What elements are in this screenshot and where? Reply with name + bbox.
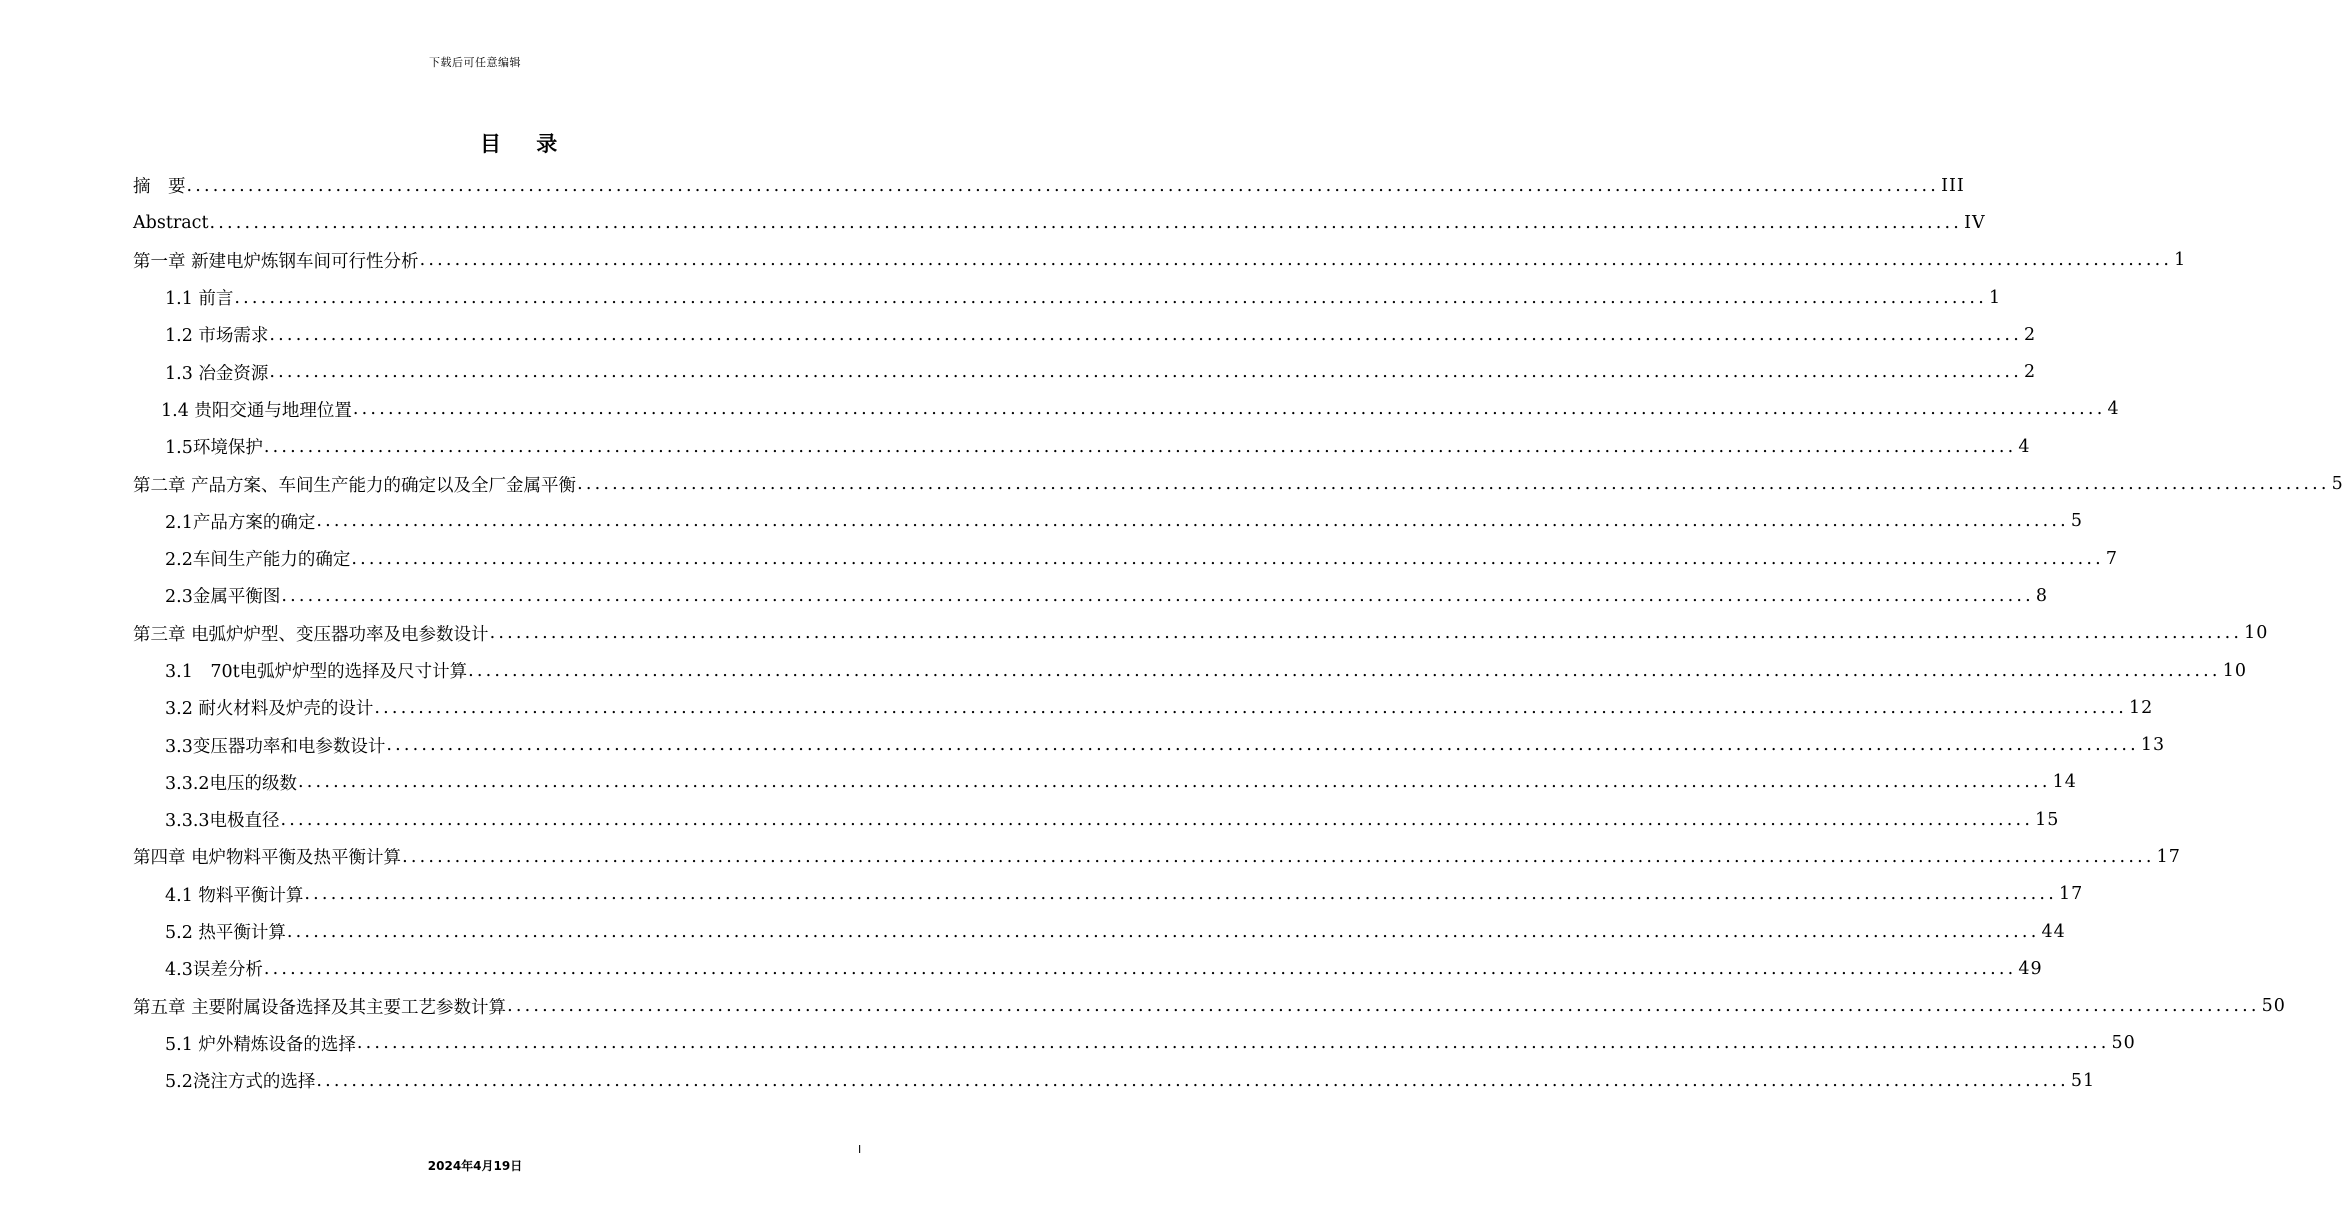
toc-entry-title: 1.3 冶金资源 (165, 363, 269, 384)
toc-entry[interactable] (133, 764, 2077, 801)
toc-entry-title: 5.2 热平衡计算 (165, 923, 286, 944)
toc-dot-leader: ........................................................................................................................................................................................................ (234, 287, 1987, 308)
toc-entry-page: 4 (2018, 436, 2031, 457)
toc-entry[interactable] (133, 242, 2187, 279)
toc-entry[interactable] (133, 204, 1986, 241)
toc-entry-page: 15 (2035, 809, 2060, 830)
toc-dot-leader: ........................................................................................................................................................................................................ (209, 212, 1963, 233)
toc-dot-leader: ........................................................................................................................................................................................................ (489, 623, 2243, 644)
toc-entry[interactable] (133, 540, 2119, 577)
toc-entry-page: 1 (1988, 287, 2002, 308)
footer-date: 2024年4月19日 (427, 1159, 523, 1173)
toc-dot-leader: ........................................................................................................................................................................................................ (577, 474, 2330, 495)
toc-entry[interactable] (133, 652, 2247, 689)
toc-dot-leader: ........................................................................................................................................................................................................ (269, 324, 2022, 345)
toc-entry[interactable] (133, 988, 2286, 1025)
toc-title: 目 录 (480, 131, 572, 156)
toc-entry-page: 10 (2222, 660, 2247, 681)
toc-entry-title: 1.2 市场需求 (165, 326, 269, 347)
toc-entry-page: 5 (2070, 511, 2084, 532)
toc-entry-title: 5.2浇注方式的选择 (165, 1072, 316, 1093)
toc-dot-leader: ........................................................................................................................................................................................................ (281, 585, 2034, 606)
toc-entry-title: 2.1产品方案的确定 (165, 512, 316, 533)
toc-entry-title: 第四章 电炉物料平衡及热平衡计算 (133, 848, 402, 869)
toc-entry-page: 12 (2128, 697, 2154, 718)
toc-dot-leader: ........................................................................................................................................................................................................ (316, 1070, 2069, 1091)
toc-dot-leader: ........................................................................................................................................................................................................ (286, 921, 2040, 942)
page-header: 下载后可任意编辑 (429, 56, 521, 69)
toc-entry-page: 51 (2070, 1070, 2096, 1091)
toc-entry[interactable] (133, 279, 2002, 316)
toc-entry-title: 3.1 70t电弧炉炉型的选择及尺寸计算 (165, 662, 468, 682)
toc-entry-page: 2 (2023, 362, 2037, 383)
toc-dot-leader: ........................................................................................................................................................................................................ (351, 548, 2104, 569)
toc-entry[interactable] (133, 391, 2120, 428)
toc-entry-title: Abstract (133, 212, 209, 233)
toc-entry-title: 2.2车间生产能力的确定 (165, 550, 351, 571)
toc-dot-leader: ........................................................................................................................................................................................................ (374, 697, 2127, 718)
toc-dot-leader: ........................................................................................................................................................................................................ (402, 846, 2155, 867)
toc-entry-page: 50 (2261, 996, 2286, 1017)
toc-entry-title: 摘 要 (133, 177, 186, 198)
toc-entry[interactable] (133, 689, 2154, 726)
toc-entry-page: 13 (2140, 735, 2166, 756)
toc-entry-title: 3.3变压器功率和电参数设计 (165, 736, 386, 757)
toc-dot-leader: ........................................................................................................................................................................................................ (304, 884, 2057, 905)
toc-entry-page: 8 (2035, 585, 2049, 606)
toc-entry[interactable] (133, 167, 1965, 204)
toc-entry[interactable] (133, 1025, 2136, 1062)
toc-entry-title: 第二章 产品方案、车间生产能力的确定以及全厂金属平衡 (133, 475, 577, 496)
toc-entry-title: 3.2 耐火材料及炉壳的设计 (165, 699, 374, 720)
toc-dot-leader: ........................................................................................................................................................................................................ (316, 511, 2069, 532)
toc-entry[interactable] (133, 726, 2166, 763)
toc-entry[interactable] (133, 353, 2037, 390)
toc-dot-leader: ........................................................................................................................................................................................................ (263, 436, 2017, 457)
toc-entry-title: 4.3误差分析 (165, 960, 263, 981)
toc-entry[interactable] (133, 316, 2037, 353)
toc-entry-title: 4.1 物料平衡计算 (165, 885, 304, 906)
toc-dot-leader: ........................................................................................................................................................................................................ (352, 399, 2106, 420)
toc-entry-page: 5 (2331, 474, 2344, 495)
toc-dot-leader: ........................................................................................................................................................................................................ (280, 809, 2034, 830)
toc-entry-page: IV (1964, 212, 1986, 233)
toc-dot-leader: ........................................................................................................................................................................................................ (269, 362, 2022, 383)
toc-dot-leader: ........................................................................................................................................................................................................ (263, 958, 2017, 979)
toc-entry-page: 17 (2058, 884, 2084, 905)
toc-entry-page: III (1941, 175, 1965, 196)
toc-entry-title: 2.3金属平衡图 (165, 587, 281, 608)
toc-entry-title: 1.4 贵阳交通与地理位置 (161, 400, 352, 421)
toc-entry-page: 1 (2174, 250, 2187, 271)
toc-entry[interactable] (133, 913, 2066, 950)
toc-entry[interactable] (133, 801, 2060, 838)
toc-entry-title: 第五章 主要附属设备选择及其主要工艺参数计算 (133, 997, 507, 1018)
toc-entry-title: 1.1 前言 (165, 289, 234, 310)
toc-dot-leader: ........................................................................................................................................................................................................ (386, 735, 2139, 756)
toc-entry-page: 10 (2244, 623, 2269, 644)
toc-entry[interactable] (133, 1062, 2096, 1099)
toc-entry[interactable] (133, 577, 2049, 614)
toc-entry-page: 14 (2052, 772, 2077, 793)
table-of-contents (133, 167, 2344, 1099)
toc-entry-page: 4 (2107, 399, 2120, 420)
toc-entry-title: 第一章 新建电炉炼钢车间可行性分析 (133, 251, 419, 272)
toc-dot-leader: ........................................................................................................................................................................................................ (507, 996, 2260, 1017)
toc-dot-leader: ........................................................................................................................................................................................................ (356, 1033, 2110, 1054)
toc-entry-page: 50 (2111, 1033, 2136, 1054)
toc-entry-page: 7 (2105, 548, 2119, 569)
toc-entry[interactable] (133, 615, 2269, 652)
toc-entry[interactable] (133, 428, 2031, 465)
toc-dot-leader: ........................................................................................................................................................................................................ (186, 175, 1940, 196)
toc-entry-title: 5.1 炉外精炼设备的选择 (165, 1034, 356, 1055)
toc-entry-title: 1.5环境保护 (165, 438, 263, 459)
page-number: I (858, 1143, 862, 1156)
toc-entry[interactable] (133, 950, 2043, 987)
toc-entry-page: 17 (2156, 846, 2181, 867)
toc-entry-title: 3.3.2电压的级数 (165, 773, 298, 794)
toc-entry-title: 第三章 电弧炉炉型、变压器功率及电参数设计 (133, 624, 489, 645)
toc-entry[interactable] (133, 465, 2344, 502)
toc-dot-leader: ........................................................................................................................................................................................................ (298, 772, 2051, 793)
toc-entry-page: 2 (2023, 324, 2037, 345)
toc-entry[interactable] (133, 876, 2084, 913)
toc-entry-page: 44 (2041, 921, 2066, 942)
toc-dot-leader: ........................................................................................................................................................................................................ (419, 250, 2173, 271)
toc-entry-title: 3.3.3电极直径 (165, 811, 280, 832)
toc-entry[interactable] (133, 503, 2084, 540)
toc-entry[interactable] (133, 838, 2181, 875)
toc-dot-leader: ........................................................................................................................................................................................................ (468, 660, 2221, 681)
toc-entry-page: 49 (2018, 958, 2043, 979)
